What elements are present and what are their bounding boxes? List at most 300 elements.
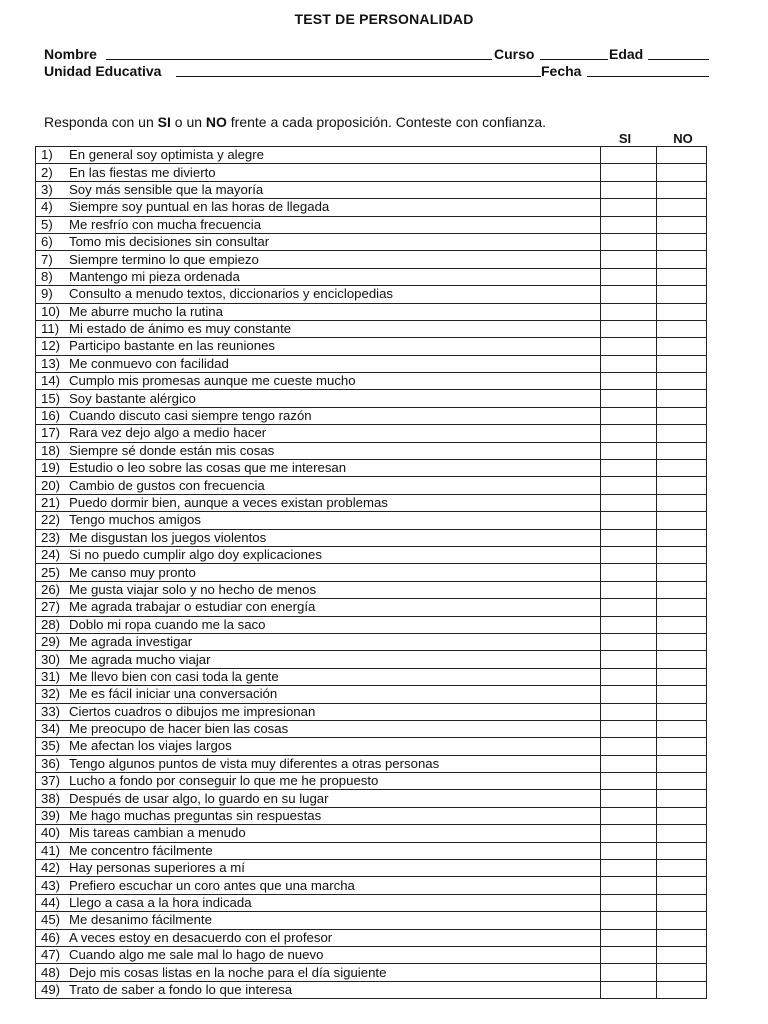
question-row (36, 546, 707, 563)
question-row (36, 773, 707, 790)
question-text-cell (36, 303, 601, 320)
answer-si-cell[interactable] (601, 912, 657, 929)
question-row (36, 720, 707, 737)
question-text: Soy bastante alérgico (69, 390, 196, 406)
answer-no-cell[interactable] (657, 529, 707, 546)
fecha-label: Fecha (541, 63, 582, 79)
question-text: Me agrada investigar (69, 634, 193, 650)
answer-si-cell[interactable] (601, 564, 657, 581)
answer-no-cell[interactable] (657, 147, 707, 164)
answer-si-cell[interactable] (601, 390, 657, 407)
answer-si-cell[interactable] (601, 338, 657, 355)
question-row (36, 477, 707, 494)
question-text: Mi estado de ánimo es muy constante (69, 321, 292, 337)
question-number: 36) (41, 755, 61, 771)
question-text-cell (36, 633, 601, 650)
question-number: 15) (41, 390, 61, 406)
question-number: 14) (41, 373, 61, 389)
answer-no-cell[interactable] (657, 442, 707, 459)
question-text: Cambio de gustos con frecuencia (69, 477, 265, 493)
answer-no-cell[interactable] (657, 355, 707, 372)
question-row (36, 616, 707, 633)
answer-no-cell[interactable] (657, 633, 707, 650)
question-text-cell (36, 407, 601, 424)
instructions-text: o un (170, 114, 206, 130)
answer-no-cell[interactable] (657, 842, 707, 859)
answer-no-cell[interactable] (657, 164, 707, 181)
nombre-label: Nombre (44, 46, 97, 62)
answer-no-cell[interactable] (657, 929, 707, 946)
question-row (36, 877, 707, 894)
question-text-cell (36, 564, 601, 581)
answer-no-cell[interactable] (657, 773, 707, 790)
unidad-educativa-field[interactable] (176, 76, 541, 77)
question-text: Si no puedo cumplir algo doy explicaciones (69, 547, 322, 563)
question-text-cell (36, 546, 601, 563)
question-text-cell (36, 825, 601, 842)
question-number: 10) (41, 303, 61, 319)
answer-no-cell[interactable] (657, 720, 707, 737)
question-row (36, 181, 707, 198)
question-text: Tomo mis decisiones sin consultar (69, 234, 270, 250)
question-number: 33) (41, 703, 61, 719)
answer-si-cell[interactable] (601, 790, 657, 807)
curso-field[interactable] (540, 59, 608, 60)
question-number: 34) (41, 721, 61, 737)
question-number: 12) (41, 338, 61, 354)
answer-si-cell[interactable] (601, 929, 657, 946)
question-row (36, 286, 707, 303)
question-row (36, 755, 707, 772)
answer-si-cell[interactable] (601, 303, 657, 320)
question-number: 26) (41, 581, 61, 597)
answer-no-cell[interactable] (657, 303, 707, 320)
question-number: 29) (41, 634, 61, 650)
question-text-cell (36, 355, 601, 372)
question-text: Trato de saber a fondo lo que interesa (69, 981, 293, 997)
answer-si-cell[interactable] (601, 181, 657, 198)
question-number: 40) (41, 825, 61, 841)
question-number: 38) (41, 790, 61, 806)
answer-si-cell[interactable] (601, 946, 657, 963)
answer-no-cell[interactable] (657, 668, 707, 685)
question-text: Siempre soy puntual en las horas de llegada (69, 199, 330, 215)
question-row (36, 164, 707, 181)
question-text: Tengo muchos amigos (69, 512, 201, 528)
question-text-cell (36, 790, 601, 807)
question-text: Soy más sensible que la mayoría (69, 181, 264, 197)
question-number: 1) (41, 147, 53, 163)
question-text-cell (36, 616, 601, 633)
answer-si-cell[interactable] (601, 407, 657, 424)
answer-no-cell[interactable] (657, 964, 707, 981)
question-row (36, 860, 707, 877)
question-row (36, 564, 707, 581)
question-row (36, 651, 707, 668)
question-text: Participo bastante en las reuniones (69, 338, 276, 354)
question-number: 18) (41, 442, 61, 458)
question-text: Me agrada trabajar o estudiar con energía (69, 599, 316, 615)
question-number: 30) (41, 651, 61, 667)
answer-si-cell[interactable] (601, 720, 657, 737)
question-row (36, 599, 707, 616)
answer-no-cell[interactable] (657, 860, 707, 877)
question-text: Me resfrío con mucha frecuencia (69, 216, 262, 232)
answer-no-cell[interactable] (657, 616, 707, 633)
answer-si-cell[interactable] (601, 199, 657, 216)
question-text-cell (36, 477, 601, 494)
question-text-cell (36, 946, 601, 963)
question-text: Me desanimo fácilmente (69, 912, 212, 928)
column-header-no: NO (673, 131, 693, 146)
question-number: 35) (41, 738, 61, 754)
answer-no-cell[interactable] (657, 686, 707, 703)
question-text-cell (36, 686, 601, 703)
question-number: 43) (41, 877, 61, 893)
answer-si-cell[interactable] (601, 286, 657, 303)
question-number: 19) (41, 460, 61, 476)
question-text-cell (36, 338, 601, 355)
question-number: 31) (41, 668, 61, 684)
question-number: 41) (41, 842, 61, 858)
answer-si-cell[interactable] (601, 320, 657, 337)
question-row (36, 268, 707, 285)
question-number: 25) (41, 564, 61, 580)
answer-si-cell[interactable] (601, 460, 657, 477)
question-text-cell (36, 181, 601, 198)
question-number: 37) (41, 773, 61, 789)
answer-no-cell[interactable] (657, 790, 707, 807)
question-number: 28) (41, 616, 61, 632)
answer-si-cell[interactable] (601, 773, 657, 790)
question-row (36, 251, 707, 268)
answer-no-cell[interactable] (657, 564, 707, 581)
answer-no-cell[interactable] (657, 199, 707, 216)
question-row (36, 355, 707, 372)
fecha-field[interactable] (587, 76, 709, 77)
curso-label: Curso (494, 46, 535, 62)
questions-table (35, 146, 707, 999)
answer-si-cell[interactable] (601, 703, 657, 720)
answer-no-cell[interactable] (657, 425, 707, 442)
question-text-cell (36, 668, 601, 685)
answer-no-cell[interactable] (657, 651, 707, 668)
question-number: 44) (41, 894, 61, 910)
answer-si-cell[interactable] (601, 147, 657, 164)
answer-si-cell[interactable] (601, 807, 657, 824)
unidad-educativa-label: Unidad Educativa (44, 63, 162, 79)
answer-no-cell[interactable] (657, 755, 707, 772)
question-row (36, 407, 707, 424)
answer-no-cell[interactable] (657, 233, 707, 250)
question-text: Doblo mi ropa cuando me la saco (69, 616, 266, 632)
answer-no-cell[interactable] (657, 460, 707, 477)
answer-si-cell[interactable] (601, 668, 657, 685)
answer-si-cell[interactable] (601, 425, 657, 442)
question-text: Me concentro fácilmente (69, 842, 213, 858)
answer-no-cell[interactable] (657, 286, 707, 303)
question-text: Me disgustan los juegos violentos (69, 529, 267, 545)
answer-no-cell[interactable] (657, 373, 707, 390)
answer-si-cell[interactable] (601, 599, 657, 616)
question-text-cell (36, 581, 601, 598)
question-text: Me preocupo de hacer bien las cosas (69, 721, 289, 737)
question-number: 8) (41, 268, 53, 284)
question-text-cell (36, 494, 601, 511)
answer-si-cell[interactable] (601, 268, 657, 285)
nombre-field[interactable] (106, 59, 492, 60)
question-number: 47) (41, 947, 61, 963)
answer-si-cell[interactable] (601, 494, 657, 511)
question-number: 9) (41, 286, 53, 302)
question-text-cell (36, 964, 601, 981)
answer-no-cell[interactable] (657, 877, 707, 894)
answer-no-cell[interactable] (657, 807, 707, 824)
question-text: Siempre termino lo que empiezo (69, 251, 259, 267)
question-text-cell (36, 320, 601, 337)
question-number: 5) (41, 216, 53, 232)
answer-no-cell[interactable] (657, 390, 707, 407)
question-row (36, 633, 707, 650)
question-row (36, 738, 707, 755)
question-number: 32) (41, 686, 61, 702)
question-text: Dejo mis cosas listas en la noche para el día siguiente (69, 964, 387, 980)
question-text: Hay personas superiores a mí (69, 860, 245, 876)
question-row (36, 147, 707, 164)
question-number: 23) (41, 529, 61, 545)
edad-field[interactable] (648, 59, 709, 60)
question-text-cell (36, 373, 601, 390)
answer-si-cell[interactable] (601, 894, 657, 911)
edad-label: Edad (609, 46, 644, 62)
answer-no-cell[interactable] (657, 946, 707, 963)
answer-si-cell[interactable] (601, 529, 657, 546)
question-text-cell (36, 216, 601, 233)
question-number: 7) (41, 251, 53, 267)
question-text-cell (36, 929, 601, 946)
answer-si-cell[interactable] (601, 442, 657, 459)
answer-no-cell[interactable] (657, 738, 707, 755)
question-text-cell (36, 199, 601, 216)
question-text: Me canso muy pronto (69, 564, 196, 580)
question-text: Prefiero escuchar un coro antes que una marcha (69, 877, 355, 893)
question-text: En general soy optimista y alegre (69, 147, 264, 163)
question-row (36, 494, 707, 511)
question-text-cell (36, 147, 601, 164)
question-text: A veces estoy en desacuerdo con el profesor (69, 929, 333, 945)
question-text-cell (36, 807, 601, 824)
question-row (36, 842, 707, 859)
question-number: 39) (41, 808, 61, 824)
question-text: Me hago muchas preguntas sin respuestas (69, 808, 322, 824)
question-row (36, 946, 707, 963)
question-row (36, 686, 707, 703)
question-text: Después de usar algo, lo guardo en su lugar (69, 790, 329, 806)
question-row (36, 981, 707, 998)
question-text: Me agrada mucho viajar (69, 651, 211, 667)
question-number: 48) (41, 964, 61, 980)
question-row (36, 512, 707, 529)
question-text: En las fiestas me divierto (69, 164, 216, 180)
answer-no-cell[interactable] (657, 477, 707, 494)
answer-si-cell[interactable] (601, 477, 657, 494)
question-text: Lucho a fondo por conseguir lo que me he propuesto (69, 773, 379, 789)
question-number: 22) (41, 512, 61, 528)
question-row (36, 320, 707, 337)
form-row-school (44, 63, 709, 79)
question-number: 24) (41, 547, 61, 563)
question-text-cell (36, 286, 601, 303)
question-text: Me llevo bien con casi toda la gente (69, 668, 279, 684)
question-number: 42) (41, 860, 61, 876)
question-text: Cuando discuto casi siempre tengo razón (69, 408, 312, 424)
question-number: 49) (41, 981, 61, 997)
question-number: 21) (41, 495, 61, 510)
question-number: 17) (41, 425, 61, 441)
question-text-cell (36, 651, 601, 668)
answer-no-cell[interactable] (657, 251, 707, 268)
answer-no-cell[interactable] (657, 268, 707, 285)
instructions-text: Responda con un (44, 114, 158, 130)
question-text-cell (36, 912, 601, 929)
answer-no-cell[interactable] (657, 216, 707, 233)
answer-no-cell[interactable] (657, 581, 707, 598)
question-row (36, 703, 707, 720)
answer-no-cell[interactable] (657, 599, 707, 616)
question-text-cell (36, 251, 601, 268)
instructions-si: SI (157, 114, 171, 130)
question-text-cell (36, 164, 601, 181)
answer-si-cell[interactable] (601, 164, 657, 181)
answer-no-cell[interactable] (657, 894, 707, 911)
answer-si-cell[interactable] (601, 216, 657, 233)
question-text: Me conmuevo con facilidad (69, 355, 229, 371)
question-text-cell (36, 755, 601, 772)
answer-no-cell[interactable] (657, 703, 707, 720)
question-row (36, 894, 707, 911)
answer-no-cell[interactable] (657, 338, 707, 355)
question-number: 45) (41, 912, 61, 928)
question-text-cell (36, 529, 601, 546)
answer-si-cell[interactable] (601, 651, 657, 668)
column-header-si: SI (618, 131, 632, 146)
answer-no-cell[interactable] (657, 320, 707, 337)
answer-si-cell[interactable] (601, 825, 657, 842)
answer-si-cell[interactable] (601, 738, 657, 755)
answer-si-cell[interactable] (601, 686, 657, 703)
answer-si-cell[interactable] (601, 233, 657, 250)
question-text-cell (36, 842, 601, 859)
answer-si-cell[interactable] (601, 633, 657, 650)
question-text: Siempre sé donde están mis cosas (69, 442, 275, 458)
question-number: 46) (41, 929, 61, 945)
question-text: Consulto a menudo textos, diccionarios y enciclopedias (69, 286, 394, 302)
question-row (36, 233, 707, 250)
question-number: 6) (41, 234, 53, 250)
form-row-student (44, 46, 709, 62)
question-row (36, 460, 707, 477)
question-row (36, 390, 707, 407)
question-text: Cumplo mis promesas aunque me cueste mucho (69, 373, 356, 389)
answer-no-cell[interactable] (657, 181, 707, 198)
question-text-cell (36, 442, 601, 459)
question-text-cell (36, 703, 601, 720)
question-number: 11) (41, 321, 60, 337)
answer-si-cell[interactable] (601, 842, 657, 859)
question-text: Me gusta viajar solo y no hecho de menos (69, 581, 317, 597)
question-text: Mantengo mi pieza ordenada (69, 268, 240, 284)
answer-no-cell[interactable] (657, 546, 707, 563)
answer-no-cell[interactable] (657, 494, 707, 511)
answer-no-cell[interactable] (657, 912, 707, 929)
answer-si-cell[interactable] (601, 860, 657, 877)
answer-si-cell[interactable] (601, 877, 657, 894)
question-row (36, 790, 707, 807)
question-row (36, 303, 707, 320)
question-row (36, 425, 707, 442)
page-title: TEST DE PERSONALIDAD (294, 11, 474, 27)
answer-si-cell[interactable] (601, 981, 657, 998)
answer-si-cell[interactable] (601, 755, 657, 772)
answer-si-cell[interactable] (601, 373, 657, 390)
question-text: Estudio o leo sobre las cosas que me interesan (69, 460, 347, 476)
answer-si-cell[interactable] (601, 964, 657, 981)
question-row (36, 338, 707, 355)
question-text: Me afectan los viajes largos (69, 738, 232, 754)
question-row (36, 216, 707, 233)
question-row (36, 929, 707, 946)
question-number: 13) (41, 355, 61, 371)
answer-si-cell[interactable] (601, 616, 657, 633)
question-text: Me aburre mucho la rutina (69, 303, 223, 319)
question-row (36, 529, 707, 546)
question-number: 4) (41, 199, 53, 215)
question-text: Ciertos cuadros o dibujos me impresionan (69, 703, 316, 719)
question-text-cell (36, 233, 601, 250)
question-text: Mis tareas cambian a menudo (69, 825, 246, 841)
question-number: 16) (41, 408, 61, 424)
question-text-cell (36, 268, 601, 285)
question-row (36, 807, 707, 824)
answer-no-cell[interactable] (657, 512, 707, 529)
question-text-cell (36, 460, 601, 477)
question-text: Tengo algunos puntos de vista muy diferentes a otras personas (69, 755, 440, 771)
question-text: Rara vez dejo algo a medio hacer (69, 425, 267, 441)
question-text-cell (36, 720, 601, 737)
question-text-cell (36, 773, 601, 790)
question-text-cell (36, 390, 601, 407)
instructions (44, 114, 546, 130)
question-number: 2) (41, 164, 53, 180)
answer-no-cell[interactable] (657, 981, 707, 998)
answer-si-cell[interactable] (601, 355, 657, 372)
answer-no-cell[interactable] (657, 407, 707, 424)
question-row (36, 373, 707, 390)
question-text: Puedo dormir bien, aunque a veces existan problemas (69, 495, 388, 510)
question-text-cell (36, 425, 601, 442)
answer-si-cell[interactable] (601, 581, 657, 598)
answer-si-cell[interactable] (601, 251, 657, 268)
answer-si-cell[interactable] (601, 546, 657, 563)
answer-no-cell[interactable] (657, 825, 707, 842)
question-row (36, 668, 707, 685)
question-text-cell (36, 877, 601, 894)
question-number: 27) (41, 599, 61, 615)
question-number: 3) (41, 181, 53, 197)
instructions-text: frente a cada proposición. Conteste con confianza. (226, 114, 546, 130)
answer-si-cell[interactable] (601, 512, 657, 529)
instructions-no: NO (205, 114, 227, 130)
